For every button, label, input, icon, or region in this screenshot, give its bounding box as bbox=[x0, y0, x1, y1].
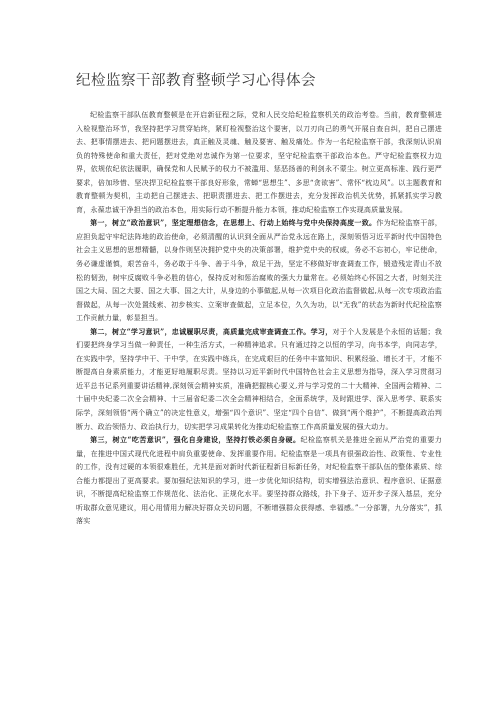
section-3-heading: 第三，树立“吃苦意识”，强化自身建设，坚持打铁必须自身硬。 bbox=[90, 435, 301, 445]
section-2-heading: 第二，树立“学习意识”，忠诚履职尽责，高质量完成审查调查工作。学习， bbox=[90, 326, 333, 336]
section-3-body: 纪检监察机关是推进全面从严治党的重要力量，在推进中国式现代化进程中肩负重要使命、发挥重要作用。纪检监察是一项具有很强政治性、政策性、专业性的工作，没有过硬的本领很难胜任，尤其是面对新时代新征程新目标新任务，对纪检监察干部队伍的整体素质、综合能力都提出了更高要求。要加强纪法知识的学习，进一步优化知识结构，切实增强法治意识、程序意识、证据意识，不断提高纪检监察工作规范化、法治化、正规化水平。要坚持群众路线，扑下身子、迈开步子深入基层，充分听取群众意见建议，用心用情用力解决好群众关切问题，不断增强群众获得感、幸福感。”一分部署，九分落实”，抓落实 bbox=[76, 435, 442, 526]
section-2-body: 对于个人发展是个永恒的话题；我们要把终身学习当做一种责任，一种生活方式，一种精神追求。只有通过持之以恒的学习，向书本学，向同志学，在实践中学，坚持学中干、干中学，在实践中练兵，在完成艰巨的任务中丰富知识、积累经验、增长才干，才能不断提高自身素质能力，才能更好地履职尽责。坚持以习近平新时代中国特色社会主义思想为指导，深入学习贯彻习近平总书记系列重要讲话精神,深刻领会精神实质，准确把握核心要义,并与学习党的二十大精神、全国两会精神、二十届中央纪委二次全会精神、十三届省纪委二次全会精神相结合，全面系统学，及时跟进学、深入思考学、联系实际学，深刻领悟“两个确立”的决定性意义，增强“四个意识”、坚定“四个自信”、做到“两个维护”，不断提高政治判断力、政治领悟力、政治执行力，切实把学习成果转化为推动纪检监察工作高质量发展的强大动力。 bbox=[76, 326, 442, 431]
section-3-paragraph bbox=[76, 433, 442, 528]
section-1-paragraph bbox=[76, 216, 442, 324]
intro-paragraph: 纪检监察干部队伍教育整顿是在开启新征程之际，党和人民交给纪检监察机关的政治考卷。当前，教育整顿进入检视整治环节，我坚持把学习贯穿始终，紧盯检视整治这个要害，以刀刃向己的勇气开展自查自纠，把自己摆进去、把事情摆进去、把问题摆进去，真正触及灵魂、触及要害、触及痛处。作为一名纪检监察干部，我深刻认识肩负的特殊使命和重大责任，把对党绝对忠诚作为第一位要求，坚守纪检监察干部政治本色。严守纪检监察权力边界，依规依纪依法履职，确保党和人民赋予的权力不被滥用、惩恶扬善的利剑永不蒙尘。树立更高标准、践行更严要求，倍加珍惜、坚决捍卫纪检监察干部良好形象，常蝉“思想生”、多思“贪欲害”、常怀“枕边风”。以主题教育和教育整顿为契机，主动把自己摆进去、把职责摆进去、把工作摆进去，充分发挥政治机关优势，抓紧抓实学习教育，永葆忠诚干净担当的政治本色，用实际行动不断提升能力本领，推动纪检监察工作实现高质量发展。 bbox=[76, 110, 442, 214]
section-2-paragraph bbox=[76, 325, 442, 433]
section-1-body: 作为纪检监察干部，应担负起守牢纪法阵地的政治使命，必须清醒的认识到全面从严治党永远在路上，深刻领悟习近平新时代中国特色社会主义思想的思想精髓，以身作则坚决拥护党中央的决策部署，维护党中央的权威，务必不忘初心，牢记使命，务必谦虚谨慎，艰苦奋斗，务必敢于斗争、善于斗争，敌足干劲，坚定不移做好审查调查工作，锻造残定青山不放松的韧劲，树牢反腐败斗争必胜的信心，保持反对和惩治腐败的强大力量常在。必须始终心怀国之大者，时刻关注国之大局、国之大要、国之大事、国之大计，从身边的小事做起,从每一次项目化政治监督做起,从每一次专项政治监督做起，从每一次处置线索、初步核实、立案审查做起，立足本位，久久为功，以“无我”的状态为新时代纪检监察工作贡献力量，彰显担当。 bbox=[76, 218, 443, 323]
section-1-heading: 第一，树立“政治意识”，坚定理想信念，在思想上、行动上始终与党中央保持高度一致。 bbox=[90, 218, 377, 228]
document-title: 纪检监察干部教育整顿学习心得体会 bbox=[76, 73, 316, 89]
